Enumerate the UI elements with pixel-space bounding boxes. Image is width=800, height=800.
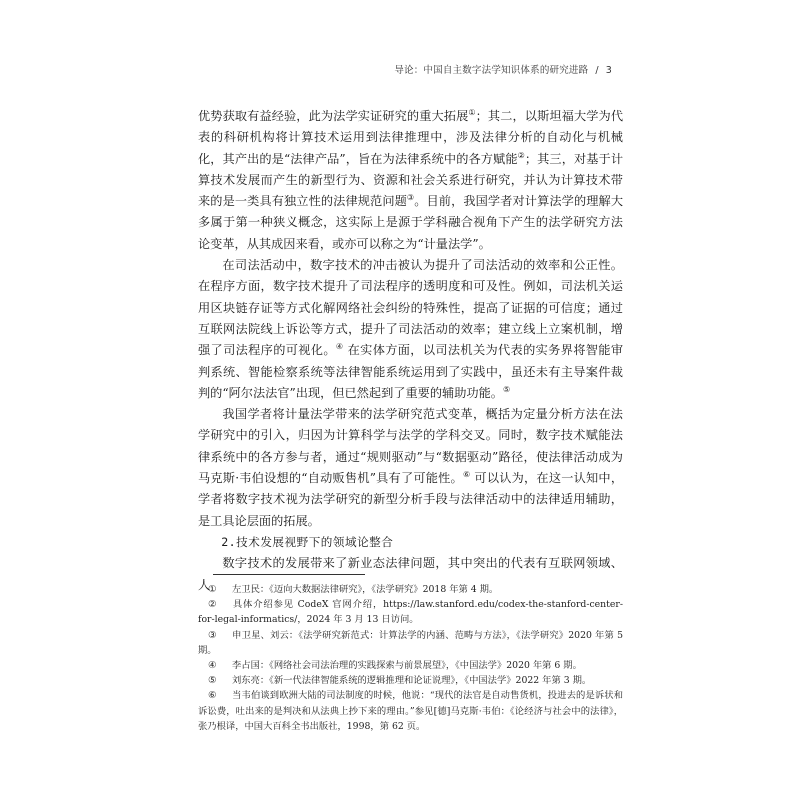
paragraph-2-text-b: 在实体方面，以司法机关为代表的实务界将智能审判系统、智能检察系统等法律智能系统运用到了实践中，虽还未有主导案件裁判的“阿尔法法官”出现，但已然起到了重要的辅助功能。: [198, 343, 624, 400]
paragraph-4-text: 数字技术的发展带来了新业态法律问题，其中突出的代表有互联网领域、人: [198, 556, 623, 592]
footnote-2: [198, 597, 623, 627]
running-header: [394, 62, 612, 76]
footnote-ref-1: ①: [468, 107, 476, 117]
paragraph-3-text-a: 我国学者将计量法学带来的法学研究范式变革，概括为定量分析方法在法学研究中的引入，归因为计算科学与法学的学科交叉。同时，数字技术赋能法律系统中的各方参与者，通过“规则驱动”与“数据驱动”路径，使法律活动成为马克斯·韦伯设想的“自动贩售机”具有了可能性。: [198, 407, 623, 486]
paragraph-3: [198, 404, 623, 532]
footnote-number: ③: [208, 629, 217, 641]
footnote-number: ⑤: [208, 675, 217, 687]
footnote-1: [198, 582, 623, 597]
paragraph-2: [198, 255, 623, 404]
footnote-number: ②: [208, 599, 217, 611]
page-number: 3: [605, 65, 612, 76]
footnote-6: [198, 688, 623, 734]
paragraph-1-text-a: 优势获取有益经验，此为法学实证研究的重大拓展: [198, 109, 469, 123]
footnote-text: 李占国：《网络社会司法治理的实践探索与前景展望》，《中国法学》2020 年第 6 期。: [232, 660, 582, 672]
footnote-text: 当韦伯谈到欧洲大陆的司法制度的时候，他说：“现代的法官是自动售货机，投进去的是诉状和诉讼费，吐出来的是判决和从法典上抄下来的理由。”参见[德]马克斯·韦伯：《论经济与社会中的法律》，张乃根译，中国大百科全书出版社，1998，第 62 页。: [198, 690, 623, 732]
paragraph-1-text-c: ；其三，对基于计算技术发展而产生的新型行为、资源和社会关系进行研究，并认为计算技术带来的是一类具有独立性的法律规范问题: [198, 151, 624, 209]
footnote-number: ④: [208, 660, 217, 672]
header-separator: /: [595, 65, 599, 76]
footnote-ref-2: ②: [517, 150, 525, 160]
footnote-text: 刘东亮：《新一代法律智能系统的逻辑推理和论证说理》，《中国法学》2022 年第 3 期。: [232, 675, 592, 687]
footnote-5: [198, 673, 623, 688]
footnote-text: 申卫星、刘云：《法学研究新范式：计算法学的内涵、范畴与方法》，《法学研究》2020 年第 5 期。: [198, 629, 623, 656]
footnote-number: ①: [208, 584, 217, 595]
paragraph-1: [198, 106, 623, 255]
paragraph-1-text-b: ；其二，以斯坦福大学为代表的科研机构将计算技术运用到法律推理中，涉及法律分析的自动化与机械化，其产出的是“法律产品”，旨在为法律系统中的各方赋能: [198, 109, 624, 166]
footnote-4: [198, 658, 623, 673]
footnote-number: ⑥: [208, 690, 217, 702]
footnote-text: 左卫民：《迈向大数据法律研究》，《法学研究》2018 年第 4 期。: [232, 584, 499, 595]
footnote-3: [198, 628, 623, 658]
footnote-ref-3: ③: [406, 193, 415, 203]
body-text: [198, 106, 623, 596]
footnote-ref-5: ⑤: [502, 384, 511, 394]
paragraph-2-text-a: 在司法活动中，数字技术的冲击被认为提升了司法活动的效率和公正性。在程序方面，数字技术提升了司法程序的透明度和可及性。例如，司法机关运用区块链存证等方式化解网络社会纠纷的特殊性，提高了证据的可信度；通过互联网法院线上诉讼等方式，提升了司法活动的效率；建立线上立案机制，增强了司法程序的可视化。: [198, 258, 623, 358]
section-heading: [198, 532, 623, 553]
paragraph-3-text-b: 可以认为，在这一认知中，学者将数字技术视为法学研究的新型分析手段与法律活动中的法律适用辅助，是工具论层面的拓展。: [198, 471, 624, 528]
header-title: 导论：中国自主数字法学知识体系的研究进路: [394, 65, 589, 76]
footnote-text: 具体介绍参见 CodeX 官网介绍，https://law.stanford.edu/codex-the-stanford-center-for-legal-informatics/，2024 年 3 月 13 日访问。: [198, 599, 623, 626]
footnotes: [198, 582, 623, 734]
section-heading-text: 2.技术发展视野下的领域论整合: [221, 534, 394, 549]
footnote-ref-6: ⑥: [462, 469, 471, 479]
footnote-ref-4: ④: [335, 342, 344, 352]
footnote-divider: [213, 574, 365, 575]
paragraph-1-text-d: 。目前，我国学者对计算法学的理解大多属于第一种狭义概念，这实际上是源于学科融合视角下产生的法学研究方法论变革，从其成因来看，或亦可以称之为“计量法学”。: [198, 194, 624, 251]
